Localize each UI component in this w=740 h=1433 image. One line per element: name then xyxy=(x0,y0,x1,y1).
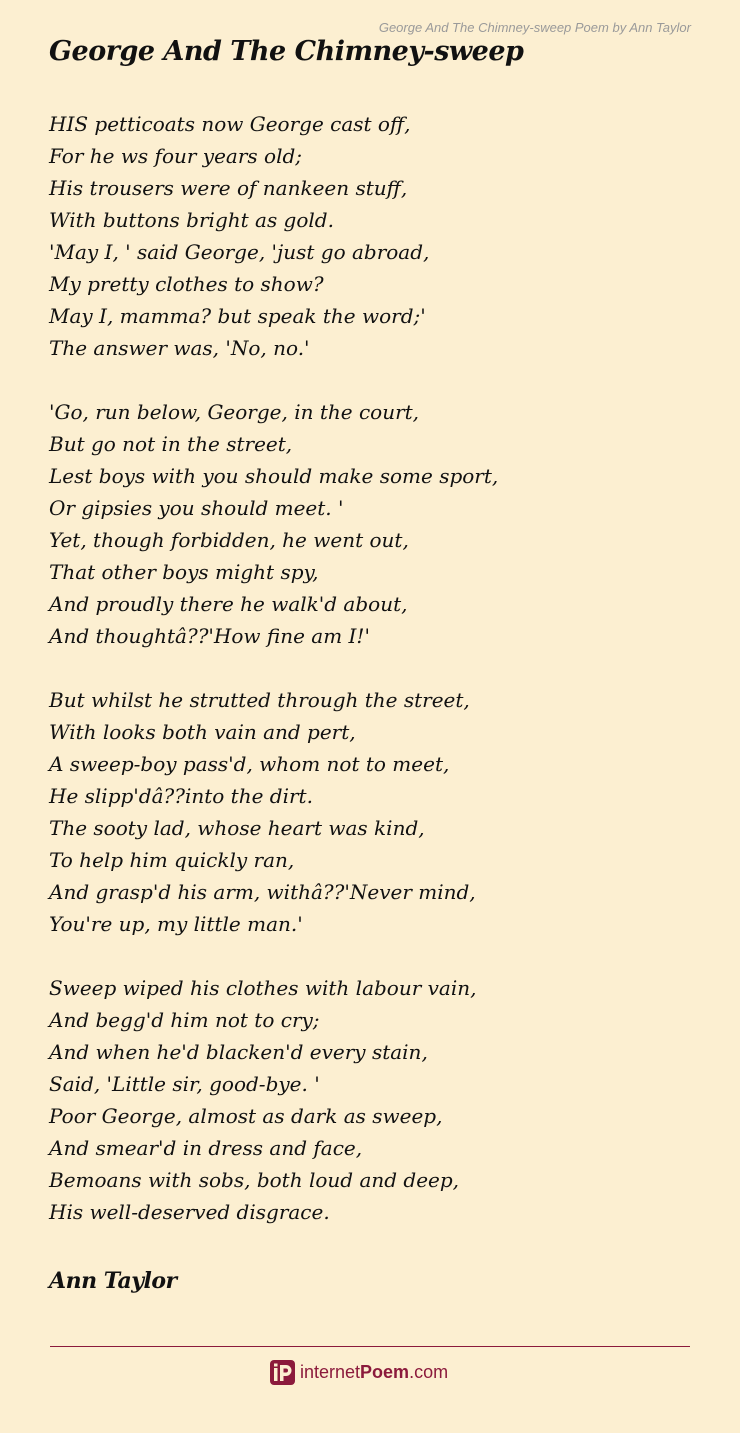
brand-text-part1: internet xyxy=(300,1362,361,1382)
poem-line: And when he'd blacken'd every stain, xyxy=(49,1040,428,1064)
stanza-4 xyxy=(49,972,709,1228)
poem-line: HIS petticoats now George cast off, xyxy=(49,112,411,136)
stanza-3 xyxy=(49,684,709,940)
poem-line: And proudly there he walk'd about, xyxy=(49,592,408,616)
poem-title: George And The Chimney-sweep xyxy=(49,36,524,67)
poem-line: His trousers were of nankeen stuff, xyxy=(49,176,408,200)
poem-line: Poor George, almost as dark as sweep, xyxy=(49,1104,443,1128)
poem-line: With buttons bright as gold. xyxy=(49,208,334,232)
footer-brand-link[interactable] xyxy=(270,1359,448,1385)
poem-line: And grasp'd his arm, withâ??'Never mind, xyxy=(49,880,476,904)
brand-text xyxy=(300,1359,448,1385)
ip-logo-icon xyxy=(270,1360,295,1385)
poem-line: You're up, my little man.' xyxy=(49,912,303,936)
poem-line: Yet, though forbidden, he went out, xyxy=(49,528,409,552)
poem-line: The sooty lad, whose heart was kind, xyxy=(49,816,425,840)
poem-line: My pretty clothes to show? xyxy=(49,272,324,296)
poem-line: And thoughtâ??'How fine am I!' xyxy=(49,624,370,648)
poem-line: For he ws four years old; xyxy=(49,144,303,168)
poem-line: He slipp'dâ??into the dirt. xyxy=(49,784,313,808)
poem-line: Or gipsies you should meet. ' xyxy=(49,496,344,520)
poem-line: And smear'd in dress and face, xyxy=(49,1136,363,1160)
poem-line: 'Go, run below, George, in the court, xyxy=(49,400,420,424)
poem-line: May I, mamma? but speak the word;' xyxy=(49,304,426,328)
poem-line: But go not in the street, xyxy=(49,432,293,456)
poem-line: But whilst he strutted through the street, xyxy=(49,688,470,712)
poem-line: Bemoans with sobs, both loud and deep, xyxy=(49,1168,460,1192)
brand-text-part2: Poem xyxy=(360,1362,410,1382)
stanza-1 xyxy=(49,108,709,364)
poem-line: Sweep wiped his clothes with labour vain, xyxy=(49,976,477,1000)
poem-line: Lest boys with you should make some sport, xyxy=(49,464,499,488)
author-name: Ann Taylor xyxy=(49,1268,177,1294)
brand-text-part3: .com xyxy=(409,1362,449,1382)
poem-line: And begg'd him not to cry; xyxy=(49,1008,320,1032)
footer-divider xyxy=(50,1346,690,1347)
poem-line: That other boys might spy, xyxy=(49,560,319,584)
poem-body xyxy=(49,108,709,1260)
poem-line: 'May I, ' said George, 'just go abroad, xyxy=(49,240,430,264)
poem-line: With looks both vain and pert, xyxy=(49,720,356,744)
poem-line: To help him quickly ran, xyxy=(49,848,295,872)
poem-line: The answer was, 'No, no.' xyxy=(49,336,310,360)
poem-line: Said, 'Little sir, good-bye. ' xyxy=(49,1072,320,1096)
stanza-2 xyxy=(49,396,709,652)
header-note: George And The Chimney-sweep Poem by Ann Taylor xyxy=(378,20,691,35)
poem-line: His well-deserved disgrace. xyxy=(49,1200,330,1224)
poem-line: A sweep-boy pass'd, whom not to meet, xyxy=(49,752,450,776)
